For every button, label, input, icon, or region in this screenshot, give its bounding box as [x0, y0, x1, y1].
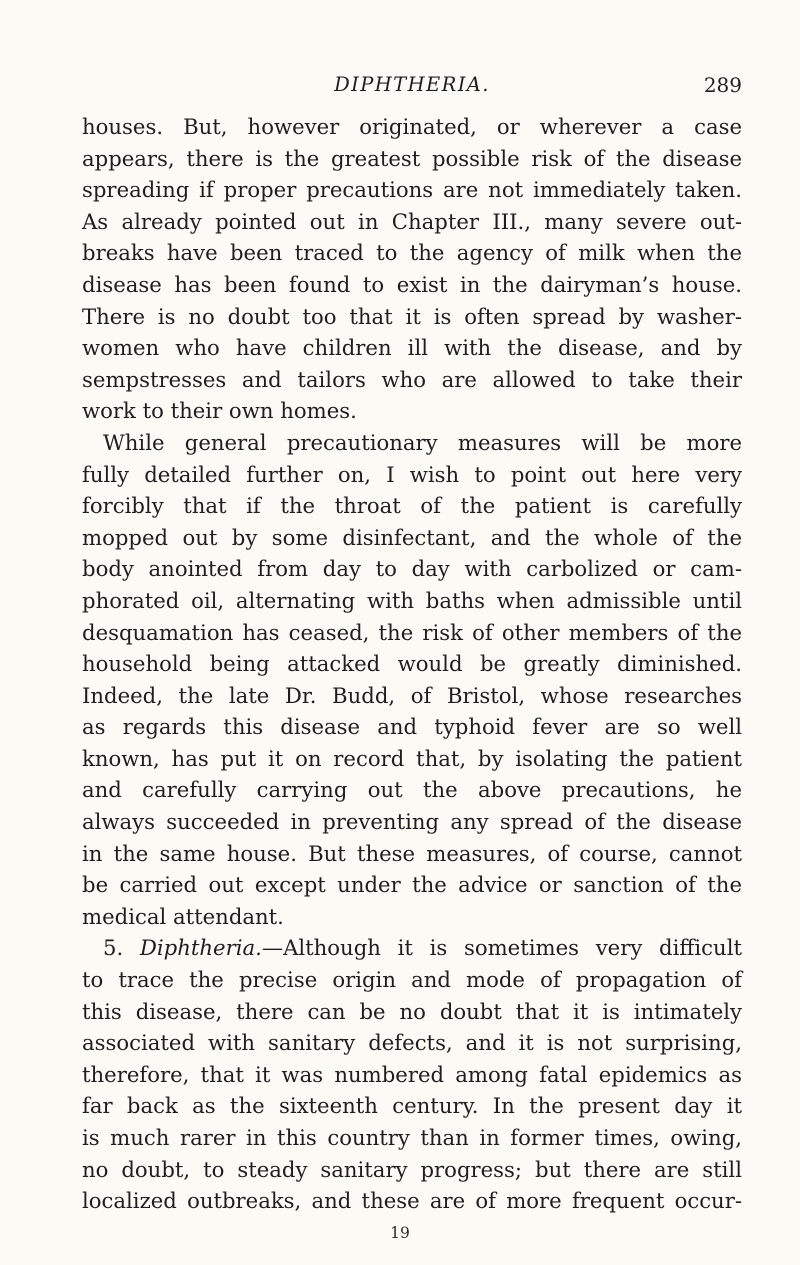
text-line: houses. But, however originated, or wherever a case: [82, 114, 742, 139]
text-line: localized outbreaks, and these are of more frequent occur-: [82, 1188, 742, 1214]
section-number: 5.: [103, 935, 124, 961]
text-line: associated with sanitary defects, and it is not surprising,: [82, 1030, 742, 1056]
section-heading-line: [82, 932, 742, 964]
text-line: and carefully carrying out the above precautions, he: [82, 777, 742, 803]
text-line: as regards this disease and typhoid fever are so well: [82, 714, 742, 740]
section-heading: Diphtheria.: [139, 935, 262, 961]
page-number: 289: [703, 73, 742, 97]
text-line: spreading if proper precautions are not immediately taken.: [82, 177, 742, 203]
text-line: far back as the sixteenth century. In the present day it: [82, 1093, 742, 1119]
text-line: Indeed, the late Dr. Budd, of Bristol, whose researches: [82, 682, 742, 708]
body-text: [82, 111, 742, 1217]
text-line: to trace the precise origin and mode of propagation of: [82, 967, 742, 993]
running-head: [82, 73, 742, 105]
text-line: medical attendant.: [82, 903, 284, 929]
text-line: women who have children ill with the disease, and by: [82, 335, 742, 361]
text-line: be carried out except under the advice or sanction of the: [82, 872, 742, 898]
text-line: always succeeded in preventing any spread of the disease: [82, 809, 742, 835]
text-line: fully detailed further on, I wish to point out here very: [82, 461, 742, 487]
text-line: mopped out by some disinfectant, and the whole of the: [82, 524, 742, 550]
text-line: is much rarer in this country than in former times, owing,: [82, 1125, 742, 1150]
text-line: appears, there is the greatest possible risk of the disease: [82, 145, 742, 171]
paragraph-start-line: While general precautionary measures will be more: [103, 429, 742, 455]
text-line: in the same house. But these measures, of course, cannot: [82, 840, 742, 866]
text-line: known, has put it on record that, by isolating the patient: [82, 745, 742, 771]
text-line: breaks have been traced to the agency of milk when the: [82, 240, 742, 266]
text-line: this disease, there can be no doubt that it is intimately: [82, 998, 742, 1024]
text-line: As already pointed out in Chapter III., many severe out-: [82, 208, 742, 234]
text-line: phorated oil, alternating with baths when admissible until: [82, 587, 742, 613]
signature-mark: 19: [390, 1224, 410, 1242]
text-line: no doubt, to steady sanitary progress; but there are still: [82, 1156, 742, 1182]
running-title: DIPHTHERIA.: [334, 73, 490, 96]
section-first-line-text: —Although it is sometimes very difficult: [261, 935, 742, 961]
text-line: therefore, that it was numbered among fatal epidemics as: [82, 1061, 742, 1087]
text-line: desquamation has ceased, the risk of other members of the: [82, 619, 742, 645]
text-line: work to their own homes.: [82, 398, 357, 424]
text-line: household being attacked would be greatly diminished.: [82, 651, 742, 677]
text-line: body anointed from day to day with carbolized or cam-: [82, 556, 742, 582]
text-line: There is no doubt too that it is often spread by washer-: [82, 303, 742, 329]
text-line: forcibly that if the throat of the patient is carefully: [82, 493, 742, 519]
text-line: sempstresses and tailors who are allowed to take their: [82, 366, 742, 392]
text-line: disease has been found to exist in the dairyman’s house.: [82, 271, 742, 297]
